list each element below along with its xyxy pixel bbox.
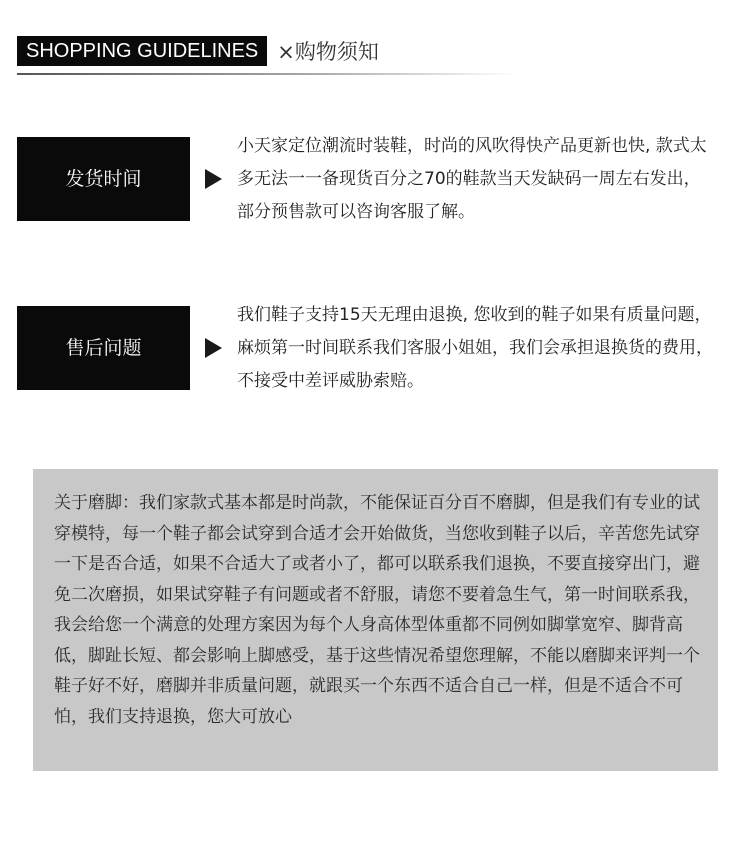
after-sales-label: 售后问题	[17, 306, 190, 390]
play-arrow-icon	[205, 338, 222, 358]
shipping-time-section	[17, 137, 717, 221]
header-subtitle: ×购物须知	[277, 40, 379, 64]
play-arrow-icon	[205, 169, 222, 189]
after-sales-text: 我们鞋子支持15天无理由退换, 您收到的鞋子如果有质量问题，麻烦第一时间联系我们客服小姐姐，我们会承担退换货的费用，不接受中差评威胁索赔。	[237, 305, 713, 391]
page-header	[17, 36, 379, 66]
wear-notice-text: 关于磨脚：我们家款式基本都是时尚款，不能保证百分百不磨脚，但是我们有专业的试穿模特，每一个鞋子都会试穿到合适才会开始做货，当您收到鞋子以后，辛苦您先试穿一下是否合适，如果不合适大了或者小了，都可以联系我们退换，不要直接穿出门，避免二次磨损，如果试穿鞋子有问题或者不舒服，请您不要着急生气，第一时间联系我，我会给您一个满意的处理方案因为每个人身高体型体重都不同例如脚掌宽窄、脚背高低，脚趾长短、都会影响上脚感受，基于这些情况希望您理解，不能以磨脚来评判一个鞋子好不好，磨脚并非质量问题，就跟买一个东西不适合自己一样，但是不适合不可怕，我们支持退换，您大可放心	[54, 493, 700, 727]
header-title-badge: SHOPPING GUIDELINES	[17, 36, 267, 66]
shipping-time-text: 小天家定位潮流时装鞋，时尚的风吹得快产品更新也快, 款式太多无法一一备现货百分之70的鞋款当天发缺码一周左右发出，部分预售款可以咨询客服了解。	[237, 136, 707, 222]
shipping-time-label: 发货时间	[17, 137, 190, 221]
after-sales-section	[17, 306, 717, 390]
wear-notice-box	[33, 469, 718, 771]
header-divider	[17, 73, 517, 75]
